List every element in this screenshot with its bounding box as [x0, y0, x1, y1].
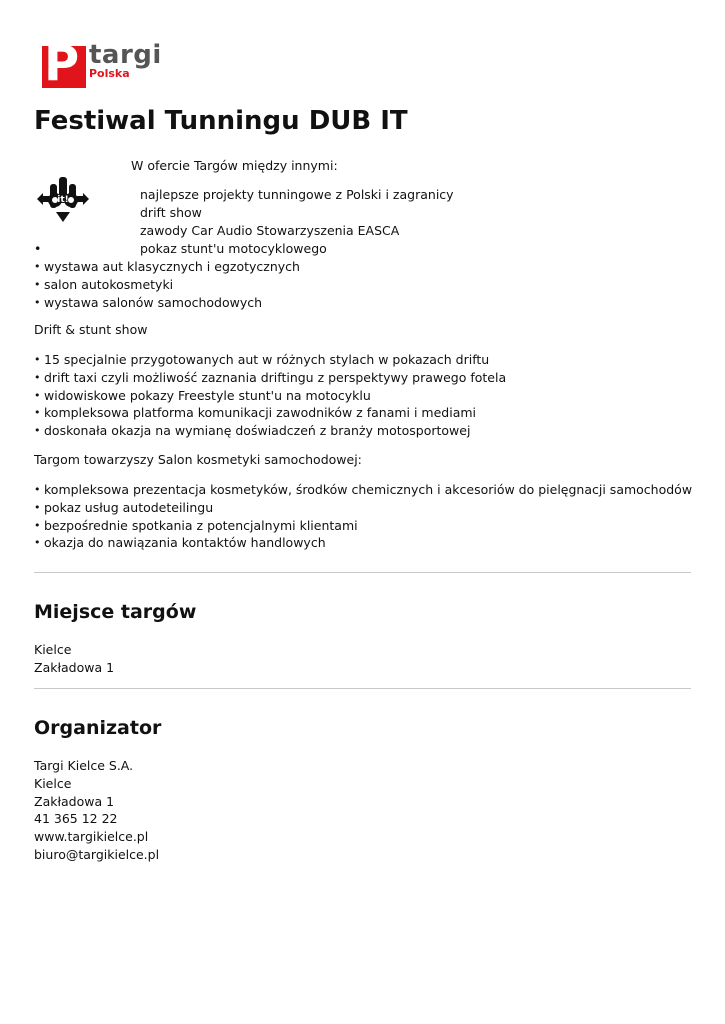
offer-intro: W ofercie Targów między innymi:	[131, 158, 338, 173]
svg-text:it!: it!	[57, 195, 69, 205]
organizer-website-link[interactable]: www.targikielce.pl	[34, 829, 149, 845]
dub-it-logo	[35, 172, 91, 226]
offer-inline-item-3: zawody Car Audio Stowarzyszenia EASCA	[140, 223, 400, 238]
organizer-details	[34, 757, 159, 864]
organizer-street: Zakładowa 1	[34, 793, 115, 809]
list-item: • kompleksowa prezentacja kosmetyków, środków chemicznych i akcesoriów do pielęgnacji samochodów	[34, 481, 692, 499]
list-item: • drift taxi czyli możliwość zaznania driftingu z perspektywy prawego fotela	[34, 369, 506, 387]
organizer-phone[interactable]: 41 365 12 22	[34, 811, 118, 827]
list-item: • widowiskowe pokazy Freestyle stunt'u na motocyklu	[34, 387, 506, 405]
divider	[34, 688, 691, 689]
targi-polska-logo[interactable]	[38, 36, 162, 92]
offer-inline-item-1: najlepsze projekty tunningowe z Polski i zagranicy	[140, 187, 454, 202]
drift-list	[34, 351, 506, 440]
venue-line: Kielce	[34, 642, 72, 657]
list-item: • salon autokosmetyki	[34, 276, 300, 294]
logo-brand: targi	[89, 40, 162, 70]
venue-address	[34, 641, 114, 677]
list-item: • pokaz usług autodeteilingu	[34, 499, 692, 517]
offer-inline-bullet: •	[34, 241, 42, 256]
salon-list	[34, 481, 692, 552]
list-item: • doskonała okazja na wymianę doświadczeń z branży motosportowej	[34, 422, 506, 440]
offer-inline-item-4: pokaz stunt'u motocyklowego	[140, 241, 327, 256]
venue-heading: Miejsce targów	[34, 601, 197, 623]
organizer-name: Targi Kielce S.A.	[34, 758, 134, 773]
salon-heading: Targom towarzyszy Salon kosmetyki samochodowej:	[34, 452, 362, 467]
offer-inline-item-2: drift show	[140, 205, 202, 220]
venue-line: Zakładowa 1	[34, 659, 115, 675]
list-item: • kompleksowa platforma komunikacji zawodników z fanami i mediami	[34, 404, 506, 422]
list-item: • okazja do nawiązania kontaktów handlowych	[34, 534, 692, 552]
list-item: • wystawa salonów samochodowych	[34, 294, 300, 312]
list-item: • bezpośrednie spotkania z potencjalnymi klientami	[34, 517, 692, 535]
offer-list	[34, 258, 300, 311]
divider	[34, 572, 691, 573]
organizer-heading: Organizator	[34, 717, 162, 739]
organizer-city: Kielce	[34, 775, 72, 791]
list-item: • wystawa aut klasycznych i egzotycznych	[34, 258, 300, 276]
logo-letter: P	[44, 36, 80, 92]
organizer-email-link[interactable]: biuro@targikielce.pl	[34, 846, 160, 862]
page-title: Festiwal Tunningu DUB IT	[34, 106, 408, 136]
logo-sub: Polska	[89, 67, 130, 80]
list-item: • 15 specjalnie przygotowanych aut w różnych stylach w pokazach driftu	[34, 351, 506, 369]
drift-heading: Drift & stunt show	[34, 322, 148, 337]
